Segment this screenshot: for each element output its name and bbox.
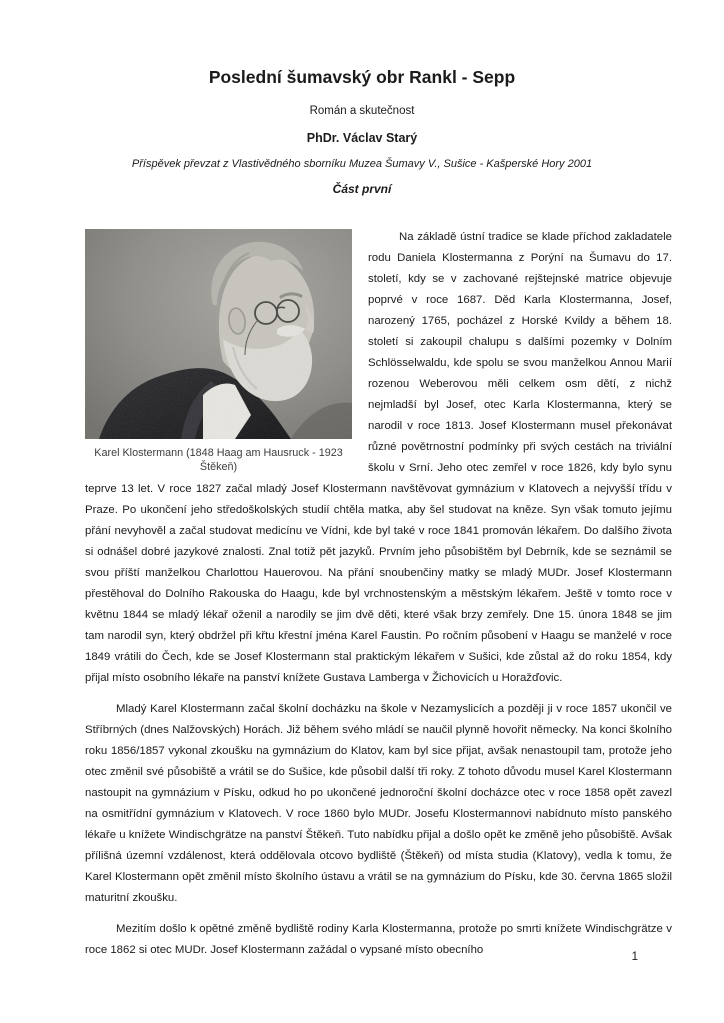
body-paragraph: Mladý Karel Klostermann začal školní docházku na škole v Nezamyslicích a později ji v roce 1857 ukončil ve Stříbrných (dnes Nalžovských) Horách. Již během svého mládí se naučil plynně hovořit německy. Na konci školního roku 1856/1857 vykonal zkoušku na gymnázium do Klatov, kam byl sice přijat, avšak nenastoupil tam, protože jeho otec změnil své působiště a vrátil se do Sušice, kde působil další tři roky. Z tohoto důvodu musel Karel Klostermann nastoupit na gymnázium v Písku, odkud ho po ukončené jednoroční školní docházce otec v roce 1858 opět zavezl na osmitřídní gymnázium v Klatovech. V roce 1860 bylo MUDr. Josefu Klostermannovi nabídnuto místo panského lékaře u knížete Windischgrätze na panství Štěkeň. Tuto nabídku přijal a došlo opět ke změně jeho působiště. Avšak přílišná územní vzdálenost, která oddělovala otcovo bydliště (Štěkeň) od místa studia (Klatovy), vedla k tomu, že Karel Klostermann opět změnil místo školního ústavu a vrátil se na gymnázium do Písku, kde 30. června 1865 složil maturitní zkoušku. (85, 703, 672, 904)
document-body (85, 227, 672, 961)
author-name: PhDr. Václav Starý (306, 131, 418, 145)
portrait-photo (85, 229, 352, 439)
page-number: 1 (631, 951, 638, 963)
body-paragraph: Na základě ústní tradice se klade příchod zakladatele rodu Daniela Klostermanna z Porýní na Šumavu do 17. století, kdy se v zachované rejštejnské matrice objevuje poprvé v roce 1687. Děd Karla Klostermanna, Josef, narozený 1765, pocházel z Horské Kvildy a během 18. století si zakoupil chalupu s dalšími pozemky v Dolním Schlösselwaldu, kde spolu se svou manželkou Annou Marií rozenou Weberovou měli celkem osm dětí, z nichž nejmladší byl Josef, otec Karla Klostermanna, který se narodil v roce 1813. Josef Klostermann musel překonávat různé povětrnostní podmínky při svých cestách na triviální školu v Srní. Jeho otec zemřel v roce 1826, kdy bylo synu teprve 13 let. V roce 1827 začal mladý Josef Klostermann navštěvovat gymnázium v Klatovech a nejvyšší třídu v Praze. Po ukončení jeho středoškolských studií chtěla matka, aby šel studovat na kněze. Syn však tomuto jejímu přání nevyhověl a začal studovat medicínu ve Vídni, kde byl také v roce 1841 promován lékařem. Do dalšího života si odnášel dobré jazykové znalosti. Znal totiž pět jazyků. Prvním jeho působištěm byl Debrník, kde se seznámil se svou příští manželkou Charlottou Hauerovou. Na přání snoubenčiny matky se mladý MUDr. Josef Klostermann přestěhoval do Dolního Rakouska do Haagu, kde byl vrchnostenským a městským lékařem. Ještě v tomto roce v květnu 1844 se mladý lékař oženil a narodily se jim dvě děti, které však brzy zemřely. Dne 15. února 1848 se jim tam narodil syn, který obdržel při křtu křestní jména Karel Faustin. Po ročním působení v Haagu se manželé v roce 1849 vrátili do Čech, kde se Josef Klostermann stal praktickým lékařem v Sušici, kde zůstal až do roku 1854, kdy přijal místo osobního lékaře na panství knížete Gustava Lamberga v Žichovicích u Horažďovic. (85, 231, 672, 684)
body-paragraph: Mezitím došlo k opětné změně bydliště rodiny Karla Klostermanna, protože po smrti knížete Windischgrätze v roce 1862 si otec MUDr. Josef Klostermann zažádal o vypsané místo obecního (85, 923, 672, 956)
portrait-figure (85, 229, 352, 474)
document-subtitle: Román a skutečnost (309, 105, 415, 117)
document-header (0, 0, 724, 197)
portrait-photo-image (85, 229, 352, 439)
document-title: Poslední šumavský obr Rankl - Sepp (208, 67, 516, 87)
part-heading: Část první (332, 182, 392, 196)
photo-caption: Karel Klostermann (1848 Haag am Hausruck - 1923 Štěkeň) (94, 447, 343, 473)
source-note: Příspěvek převzat z Vlastivědného sborníku Muzea Šumavy V., Sušice - Kašperské Hory 2001 (131, 158, 593, 170)
